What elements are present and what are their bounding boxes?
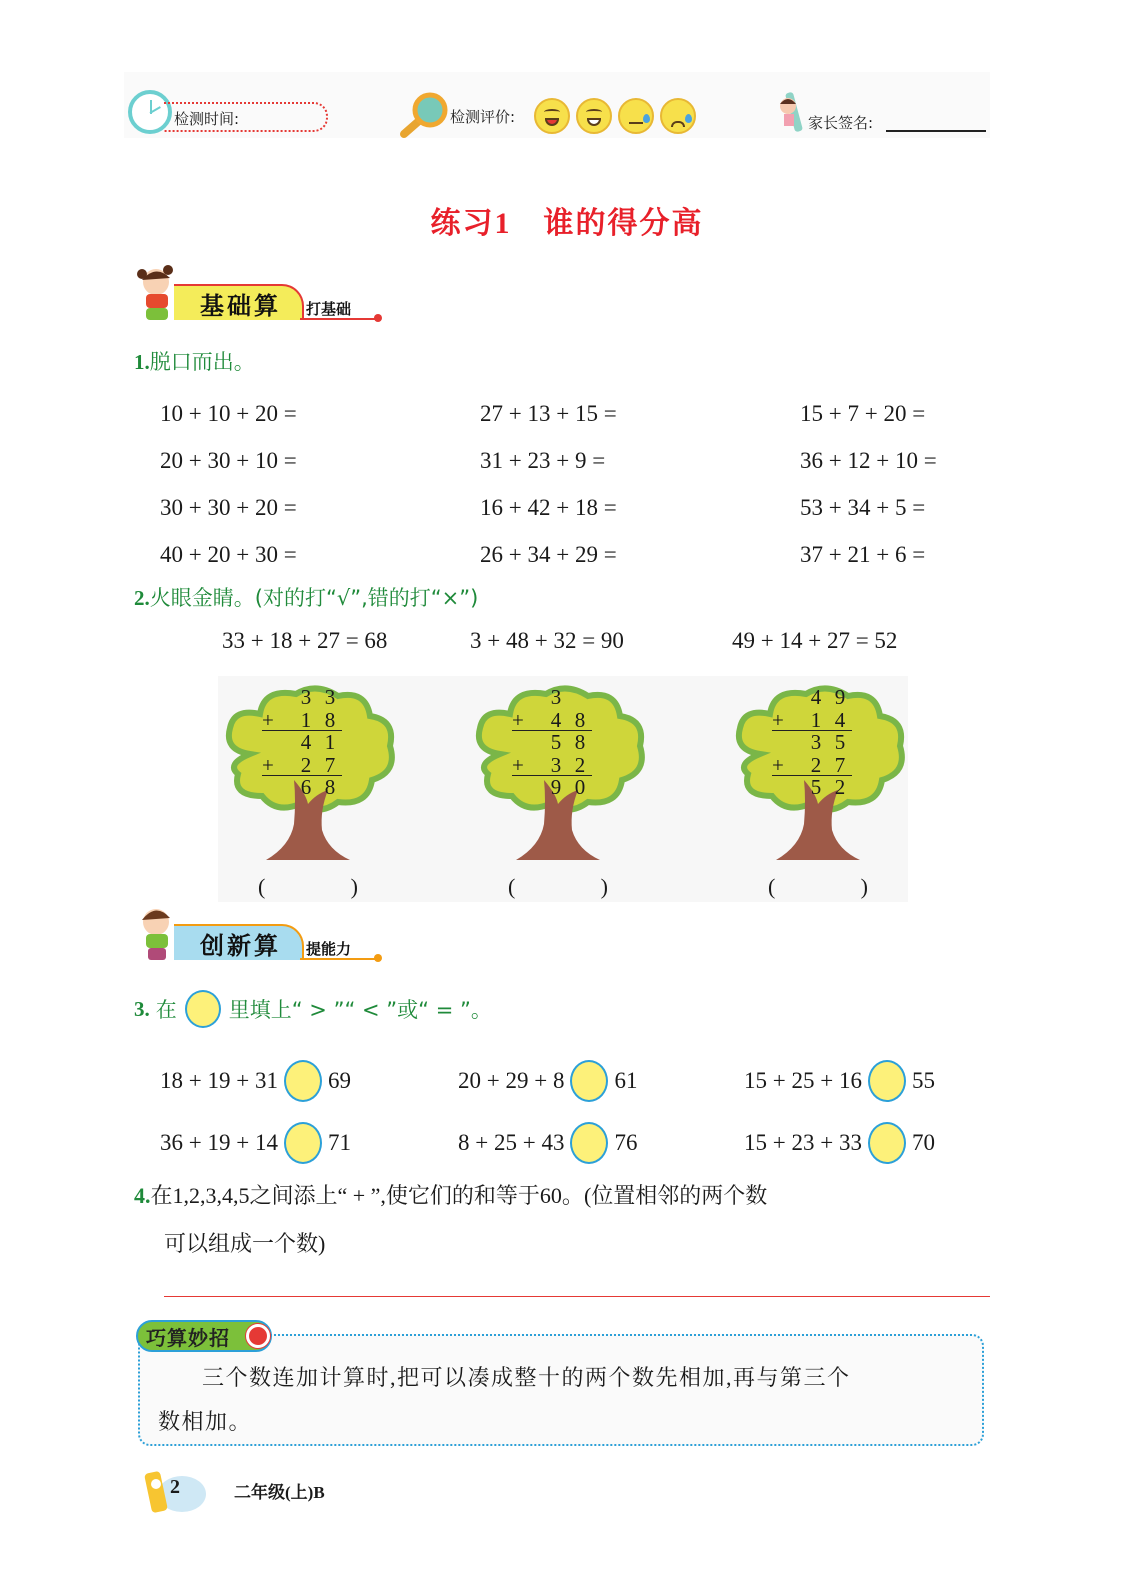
parent-sign-label: 家长签名:: [808, 114, 874, 132]
girl-pencil-icon: [776, 88, 806, 136]
q2-title: 2.火眼金睛。(对的打“√”,错的打“×”): [134, 586, 479, 610]
eval-faces: [534, 98, 696, 134]
vertical-addition: 4 9 + 1 4 3 5 + 2 7 5 2: [772, 686, 852, 799]
section-title: 创新算: [200, 934, 281, 960]
banner-dot: [374, 314, 382, 322]
q2-equations: [222, 628, 897, 654]
banner-dot: [374, 954, 382, 962]
section-subtitle: 打基础: [306, 300, 352, 318]
compare-circle[interactable]: [570, 1060, 608, 1102]
worried-face-icon[interactable]: [618, 98, 654, 134]
compare-circle[interactable]: [284, 1060, 322, 1102]
compare-item: 20 + 29 + 8 61: [458, 1060, 744, 1102]
magnifier-icon: [396, 92, 450, 140]
q1-row: [160, 437, 980, 484]
q2-trees: [218, 676, 908, 902]
compare-circle[interactable]: [868, 1060, 906, 1102]
laughing-face-icon[interactable]: [534, 98, 570, 134]
q1-equation: 36 + 12 + 10 =: [800, 447, 937, 473]
banner-rule: [300, 958, 378, 960]
q1-row: [160, 390, 980, 437]
vertical-addition: 3 3 + 1 8 4 1 + 2 7 6 8: [262, 686, 342, 799]
q1-equation: 37 + 21 + 6 =: [800, 541, 926, 567]
time-label: 检测时间:: [174, 110, 240, 128]
tree-card: [218, 676, 398, 902]
q1-equation: 27 + 13 + 15 =: [480, 400, 617, 426]
compare-item: 8 + 25 + 43 76: [458, 1122, 744, 1164]
section-banner-innovation: [134, 904, 382, 966]
q3-row: [160, 1050, 984, 1112]
q1-row: [160, 484, 980, 531]
tree-card: [468, 676, 648, 902]
q2-equation: 3 + 48 + 32 = 90: [470, 628, 624, 653]
compare-item: 15 + 23 + 33 70: [744, 1122, 984, 1164]
answer-divider: [164, 1296, 990, 1297]
q1-grid: [160, 390, 980, 578]
crying-face-icon[interactable]: [660, 98, 696, 134]
q1-equation: 40 + 20 + 30 =: [160, 541, 297, 567]
tree-card: [728, 676, 908, 902]
compare-item: 18 + 19 + 31 69: [160, 1060, 458, 1102]
parent-sign-field[interactable]: [886, 130, 986, 132]
compare-circle[interactable]: [284, 1122, 322, 1164]
q1-equation: 53 + 34 + 5 =: [800, 494, 926, 520]
q1-equation: 26 + 34 + 29 =: [480, 541, 617, 567]
page-title: 练习1 谁的得分高: [430, 207, 704, 240]
alarm-clock-icon: [246, 1324, 270, 1348]
banner-rule: [300, 318, 378, 320]
q2-equation: 49 + 14 + 27 = 52: [732, 628, 898, 653]
answer-blank[interactable]: ( ): [768, 874, 868, 899]
q1-row: [160, 531, 980, 578]
q4: 4.在1,2,3,4,5之间添上“ + ”,使它们的和等于60。(位置相邻的两个数 可以组成一个数): [134, 1183, 768, 1256]
tip-text: 三个数连加计算时,把可以凑成整十的两个数先相加,再与第三个 数相加。: [158, 1365, 851, 1434]
q3-grid: [160, 1050, 984, 1174]
answer-blank[interactable]: ( ): [508, 874, 608, 899]
grinning-face-icon[interactable]: [576, 98, 612, 134]
page-number: 2: [170, 1476, 180, 1498]
header-strip: [124, 72, 990, 138]
q1-equation: 31 + 23 + 9 =: [480, 447, 606, 473]
compare-item: 36 + 19 + 14 71: [160, 1122, 458, 1164]
q1-equation: 30 + 30 + 20 =: [160, 494, 297, 520]
vertical-addition: 3 + 4 8 5 8 + 3 2 9 0: [512, 686, 592, 799]
section-subtitle: 提能力: [306, 940, 352, 958]
compare-circle[interactable]: [570, 1122, 608, 1164]
compare-item: 15 + 25 + 16 55: [744, 1060, 984, 1102]
q3-row: [160, 1112, 984, 1174]
q1-equation: 16 + 42 + 18 =: [480, 494, 617, 520]
q1-equation: 10 + 10 + 20 =: [160, 400, 297, 426]
q2-equation: 33 + 18 + 27 = 68: [222, 628, 388, 653]
answer-circle-icon: [185, 990, 221, 1028]
q1-equation: 20 + 30 + 10 =: [160, 447, 297, 473]
section-banner-basic: [134, 264, 382, 326]
tip-badge-label: 巧算妙招: [146, 1328, 230, 1350]
compare-circle[interactable]: [868, 1122, 906, 1164]
grade-label: 二年级(上)B: [234, 1483, 325, 1502]
q3-title: 3. 在 里填上“ > ”“ < ”或“ = ”。: [134, 990, 492, 1028]
q1-equation: 15 + 7 + 20 =: [800, 400, 926, 426]
answer-blank[interactable]: ( ): [258, 874, 358, 899]
q1-title: 1.脱口而出。: [134, 350, 255, 374]
section-title: 基础算: [200, 294, 281, 320]
eval-label: 检测评价:: [450, 108, 516, 126]
